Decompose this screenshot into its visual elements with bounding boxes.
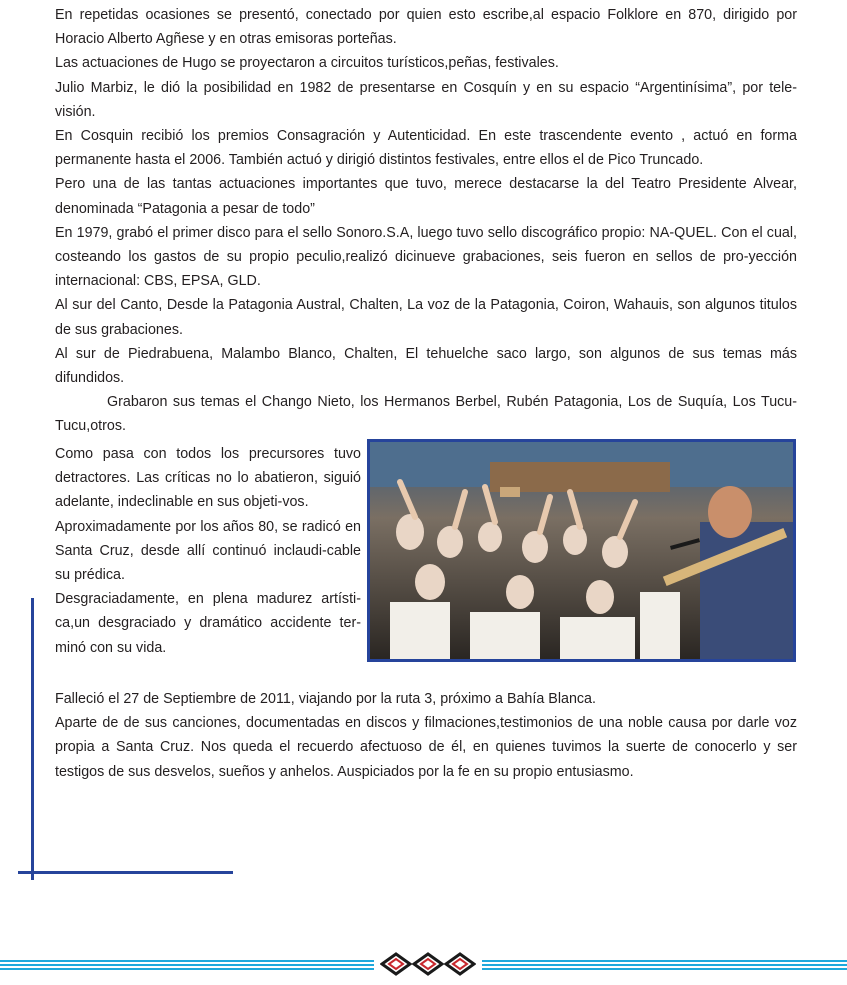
paragraph: Falleció el 27 de Septiembre de 2011, viajando por la ruta 3, próximo a Bahía Blanca. bbox=[55, 691, 596, 707]
paragraph: Grabaron sus temas el Chango Nieto, los Hermanos Berbel, Rubén Patagonia, Los de Suquía, Los Tucu-Tucu,otros. bbox=[55, 394, 797, 435]
left-column-text bbox=[55, 442, 361, 660]
paragraph: Las actuaciones de Hugo se proyectaron a circuitos turísticos,peñas, festivales. bbox=[55, 55, 559, 72]
paragraph: Como pasa con todos los precursores tuvo detractores. Las críticas no lo abatieron, siguió adelante, indeclinable en sus objeti-vos. bbox=[55, 446, 361, 511]
paragraph: Aproximadamente por los años 80, se radicó en Santa Cruz, desde allí continuó inclaudi-cable su prédica. bbox=[55, 518, 361, 584]
paragraph: Julio Marbiz, le dió la posibilidad en 1982 de presentarse en Cosquín y en su espacio “Argentinísima”, por tele-visión. bbox=[55, 79, 797, 120]
paragraph: Al sur de Piedrabuena, Malambo Blanco, Chalten, El tehuelche saco largo, son algunos de sus temas más difundidos. bbox=[55, 345, 797, 387]
paragraph: Aparte de de sus canciones, documentadas en discos y filmaciones,testimonios de una noble causa por darle voz propia a Santa Cruz. Nos queda el recuerdo afectuoso de él, en quienes tuvimos la suerte de conocerlo y ser testigos de sus desvelos, sueños y anhelos. Auspiciados por la fe en su propio entusiasmo. bbox=[55, 715, 797, 780]
paragraph: En repetidas ocasiones se presentó, conectado por quien esto escribe,al espacio Folklore en 870, dirigido por Horacio Alberto Agñese y en otras emisoras porteñas. bbox=[55, 7, 797, 48]
paragraph: Al sur del Canto, Desde la Patagonia Austral, Chalten, La voz de la Patagonia, Coiron, Wahauis, son algunos titulos de sus grabaciones. bbox=[55, 297, 797, 338]
concert-photo-illustration bbox=[370, 442, 793, 659]
footer-band-left bbox=[0, 960, 374, 972]
tehuelche-ornament-icon bbox=[380, 951, 476, 977]
decorative-horizontal-rule bbox=[18, 871, 233, 874]
paragraph: En 1979, grabó el primer disco para el sello Sonoro.S.A, luego tuvo sello discográfico propio: NA-QUEL. Con el cual, costeando los gastos de su propio peculio,realizó dicinueve grabaciones, seis fueron en sellos de pro-yección internacional: CBS, EPSA, GLD. bbox=[55, 224, 797, 290]
footer-band-right bbox=[482, 960, 847, 972]
top-text-block bbox=[55, 3, 797, 439]
paragraph: Pero una de las tantas actuaciones importantes que tuvo, merece destacarse la del Teatro Presidente Alvear, denominada “Patagonia a pesar de todo” bbox=[55, 176, 797, 217]
decorative-vertical-rule bbox=[31, 598, 34, 880]
bottom-text-block bbox=[55, 687, 797, 784]
paragraph: En Cosquin recibió los premios Consagración y Autenticidad. En este trascendente evento , actuó en forma permanente hasta el 2006. También actuó y dirigió distintos festivales, entre ellos el de Pico Truncado. bbox=[55, 128, 797, 169]
concert-photo bbox=[367, 439, 796, 662]
paragraph: Desgraciadamente, en plena madurez artísti-ca,un desgraciado y dramático accidente ter-minó con su vida. bbox=[55, 591, 361, 656]
